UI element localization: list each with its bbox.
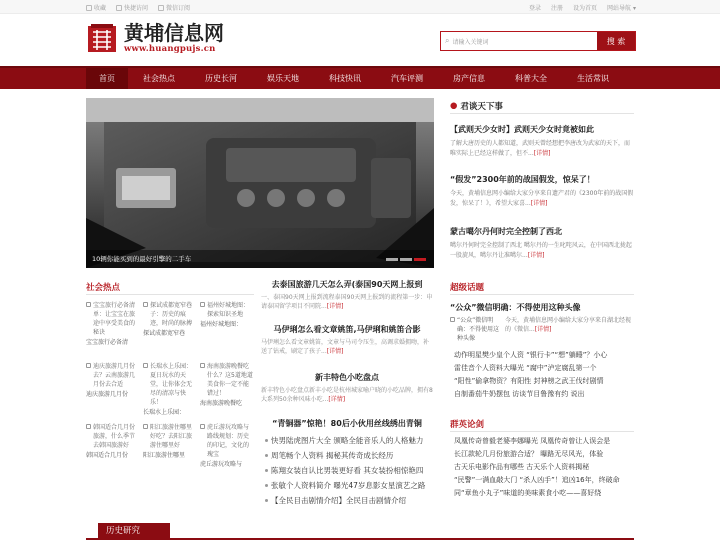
hot-card[interactable]: 福州好城地图：探索知识圣地 福州好城地图： [200,302,250,328]
divider [450,431,634,432]
list-item[interactable]: 快男陆虎图片大全 颁略全能音乐人的人格魅力 [265,433,433,448]
broken-image-icon [86,302,91,307]
hot-card[interactable]: 长瑞水上乐园：夏日玩水的天堂，让你体会无尽的清凉与快乐！ 长瑞水上乐园： [143,363,193,416]
more-link[interactable]: [详情] [534,326,552,333]
nav-property[interactable]: 房产信息 [453,74,485,83]
site-nav-dropdown[interactable]: 网站导航 ▾ [607,5,636,12]
list-item[interactable]: 雷佳音个人资料大曝光 “腐中”泸定腐乱第一个 [454,364,597,372]
more-link[interactable]: [详情] [530,200,548,207]
news-title[interactable]: “假发”2300年前的战国假发，惊呆了！ [450,175,595,184]
slider-dot[interactable] [400,258,412,261]
search-box [440,31,636,51]
bookmark-icon [116,5,122,11]
list-item[interactable]: 自制番茄牛奶摆包 访谈节目鲁豫有约 说出 [454,390,585,398]
site-domain: www.huangpujs.cn [124,44,216,54]
top-bar [0,0,720,14]
hot-card[interactable]: 阳江旅游住哪里好吃？去阳江旅游住哪里好 阳江旅游住哪里 [143,424,193,459]
hot-card[interactable]: 宝宝旅行必备清单：让宝宝在旅途中享受美食的秘诀 宝宝旅行必备清 [86,302,136,346]
list-item[interactable]: 【全民目击剧情介绍】全民目击剧情介绍 [265,493,433,508]
engine-photo [86,98,434,268]
junshi-item [450,124,634,159]
list-item[interactable]: “阳性”偷拿物资？有阳性 封神榜之武王伐纣剧情 [454,377,604,385]
hot-card[interactable]: 韩国适合几月份旅游，什么季节去韩国旅游好 韩国适合几月份 [86,424,136,459]
hot-heading: 社会热点 [86,283,121,293]
mid-news-list [265,433,433,508]
junshi-heading: ● 君谈天下事 [450,101,503,112]
slider-dot-active[interactable] [414,258,426,261]
super-topic [450,302,634,356]
super-topic-summary: 今天，黄埔信息网小编给大家分享来自湖北经视的《微信... [505,317,632,333]
chevron-down-icon: ▾ [632,5,636,12]
news-title[interactable]: 【武则天少女时】武则天少女时竟被如此 [450,125,594,134]
feature-summary: 一、泰国90天网上报到流程泰国90天网上报到的流程第一步：申请泰国留学项目不同院... [261,294,433,310]
featured-slider[interactable] [86,98,434,268]
hot-card[interactable]: 迪庆旅游几月份去？云南旅游几月份去合适 迪庆旅游几月份 [86,363,136,398]
broken-image-icon [143,363,148,368]
tab-history-research[interactable]: 历史研究 [98,523,170,540]
nav-tech[interactable]: 科技快讯 [329,74,361,83]
star-icon [86,5,92,11]
nav-science[interactable]: 科普大全 [515,74,547,83]
nav-life[interactable]: 生活常识 [577,74,609,83]
register-link[interactable]: 注册 [551,5,564,12]
feature-title[interactable]: 马伊琍怎么看文章姚笛,马伊琍和姚笛合影 [273,325,421,334]
news-summary: 今天，黄埔信息网小编给大家分享来自遗产君的《2300年前的战国假发，惊呆了！》，希望大家喜... [450,190,634,207]
more-link[interactable]: [详情] [527,252,545,259]
nav-home[interactable]: 首页 [86,68,128,89]
hot-card[interactable]: 虎丘游玩攻略与路线规划：历史的印记，文化的瑰宝 虎丘游玩攻略与 [200,424,250,468]
login-link[interactable]: 登录 [529,5,542,12]
nav-social[interactable]: 社会热点 [143,74,175,83]
site-logo[interactable] [86,22,224,54]
super-topic-title[interactable]: “公众”微信明确：不得使用这种头像 [450,303,581,312]
list-item[interactable]: 同“章鱼小丸子”味道的美味素食小吃——喜好绕 [454,489,602,497]
favorite-link[interactable]: 收藏 [86,3,106,12]
slider-dot[interactable] [386,258,398,261]
list-item[interactable]: 长江款轮几月份旅游合适？ 曝路无尽风光，体验 [454,450,604,458]
broken-image-icon [86,363,91,368]
broken-image-icon [450,317,455,322]
logo-icon [86,22,118,54]
wechat-subscribe-link[interactable]: 微信订阅 [158,3,190,12]
divider [450,113,634,114]
list-item[interactable]: 凤凰传奇曾毅老婆李娜曝光 凤凰传奇曾让人误会是 [454,437,611,445]
super-topic-heading: 超级话题 [450,283,485,293]
feature-title[interactable]: “青铜器”惊艳！80后小伙用丝线绣出青铜 [272,419,422,428]
news-title[interactable]: 蒙古噶尔丹何时完全控制了西北 [450,227,562,236]
broken-image-icon [200,363,205,368]
quick-access-link[interactable]: 快捷访问 [116,3,148,12]
divider [450,294,634,295]
more-link[interactable]: [详情] [326,303,344,310]
more-link[interactable]: [详情] [533,150,551,157]
set-homepage-link[interactable]: 设为首页 [573,5,598,12]
search-input[interactable]: ⌕ 请输入关键词 [445,36,489,46]
super-topic-image[interactable]: “公众”微信明确：不得使用这种头像 [450,316,502,356]
feature-title[interactable]: 新丰特色小吃盘点 [315,373,379,382]
nav-auto[interactable]: 汽车评测 [391,74,423,83]
nav-history[interactable]: 历史长河 [205,74,237,83]
feature-item [261,324,433,356]
search-icon: ⌕ [445,36,450,45]
history-section [86,519,634,540]
hot-grid [86,301,254,484]
nav-entertainment[interactable]: 娱乐天地 [267,74,299,83]
broken-image-icon [86,424,91,429]
search-button[interactable]: 搜 索 [597,32,635,50]
list-item[interactable]: 古天乐电影作品有哪些 古天乐个人资料揭秘 [454,463,590,471]
feature-item [261,279,433,311]
feature-summary: 马伊琍怎么看文章姚笛，文章与马司令压生，高调求婚拥吻，补送了钻戒，刷定了孩子... [261,339,430,355]
qunying-list [454,435,634,500]
wechat-icon [158,5,164,11]
list-item[interactable]: “民警”一满血敲大门 “杀人凶手”！追凶16年，终破命 [454,476,620,484]
slider-dots [386,258,426,261]
hot-card[interactable]: 探试成都宽窄巷子：历史的痕迹，时尚的脉搏 探试成都宽窄巷 [143,302,193,337]
super-topic-list [454,349,634,401]
qunying-heading: 群英论剑 [450,420,485,430]
list-item[interactable]: 陈翔女装自认比男装更好看 其女装扮相惊艳四 [265,463,433,478]
broken-image-icon [143,424,148,429]
more-link[interactable]: [详情] [326,348,344,355]
junshi-item [450,174,634,209]
hot-card[interactable]: 海南旅游晚餐吃什么？这5道地道美食你一定不能错过！ 海南旅游晚餐吃 [200,363,253,407]
apple-icon: ● [450,101,458,111]
broken-image-icon [143,302,148,307]
more-link[interactable]: [详情] [328,396,346,403]
divider [86,294,254,295]
news-summary: 噶尔丹何时完全控制了西北 噶尔丹的一生叱咤风云，在中国西北拢起一股旋风，噶尔丹让准噶尔... [450,242,632,259]
junshi-item [450,226,634,261]
feature-summary: 新丰特色小吃盘点新丰小吃是杭州城家喻户晓的小吃品牌，拥有8大系列50余种风味小吃... [261,387,433,403]
news-summary: 了解大唐历史的人都知道，武则天曾经想把李唐改为武家的天下，而唯实际上已经这样做了，但不... [450,140,631,157]
site-title: 黄埔信息网 [124,21,224,45]
broken-image-icon [200,302,205,307]
slider-caption[interactable]: 10辆你能买到的最好引擎的二手车 [86,250,434,268]
list-item[interactable]: 动作明星樊少皇个人资 “银行卡”“想”躺睡”？小心 [454,351,608,359]
feature-item [261,372,433,404]
broken-image-icon [200,424,205,429]
list-item[interactable]: 张敏个人资料简介 曝光47岁息影女星演艺之路 [265,478,433,493]
feature-title[interactable]: 去泰国旅游几天怎么弄(泰国90天网上报到 [271,280,423,289]
feature-item [261,418,433,430]
list-item[interactable]: 周笔畅个人资料 揭秘其传奇成长经历 [265,448,433,463]
main-nav [0,66,720,89]
